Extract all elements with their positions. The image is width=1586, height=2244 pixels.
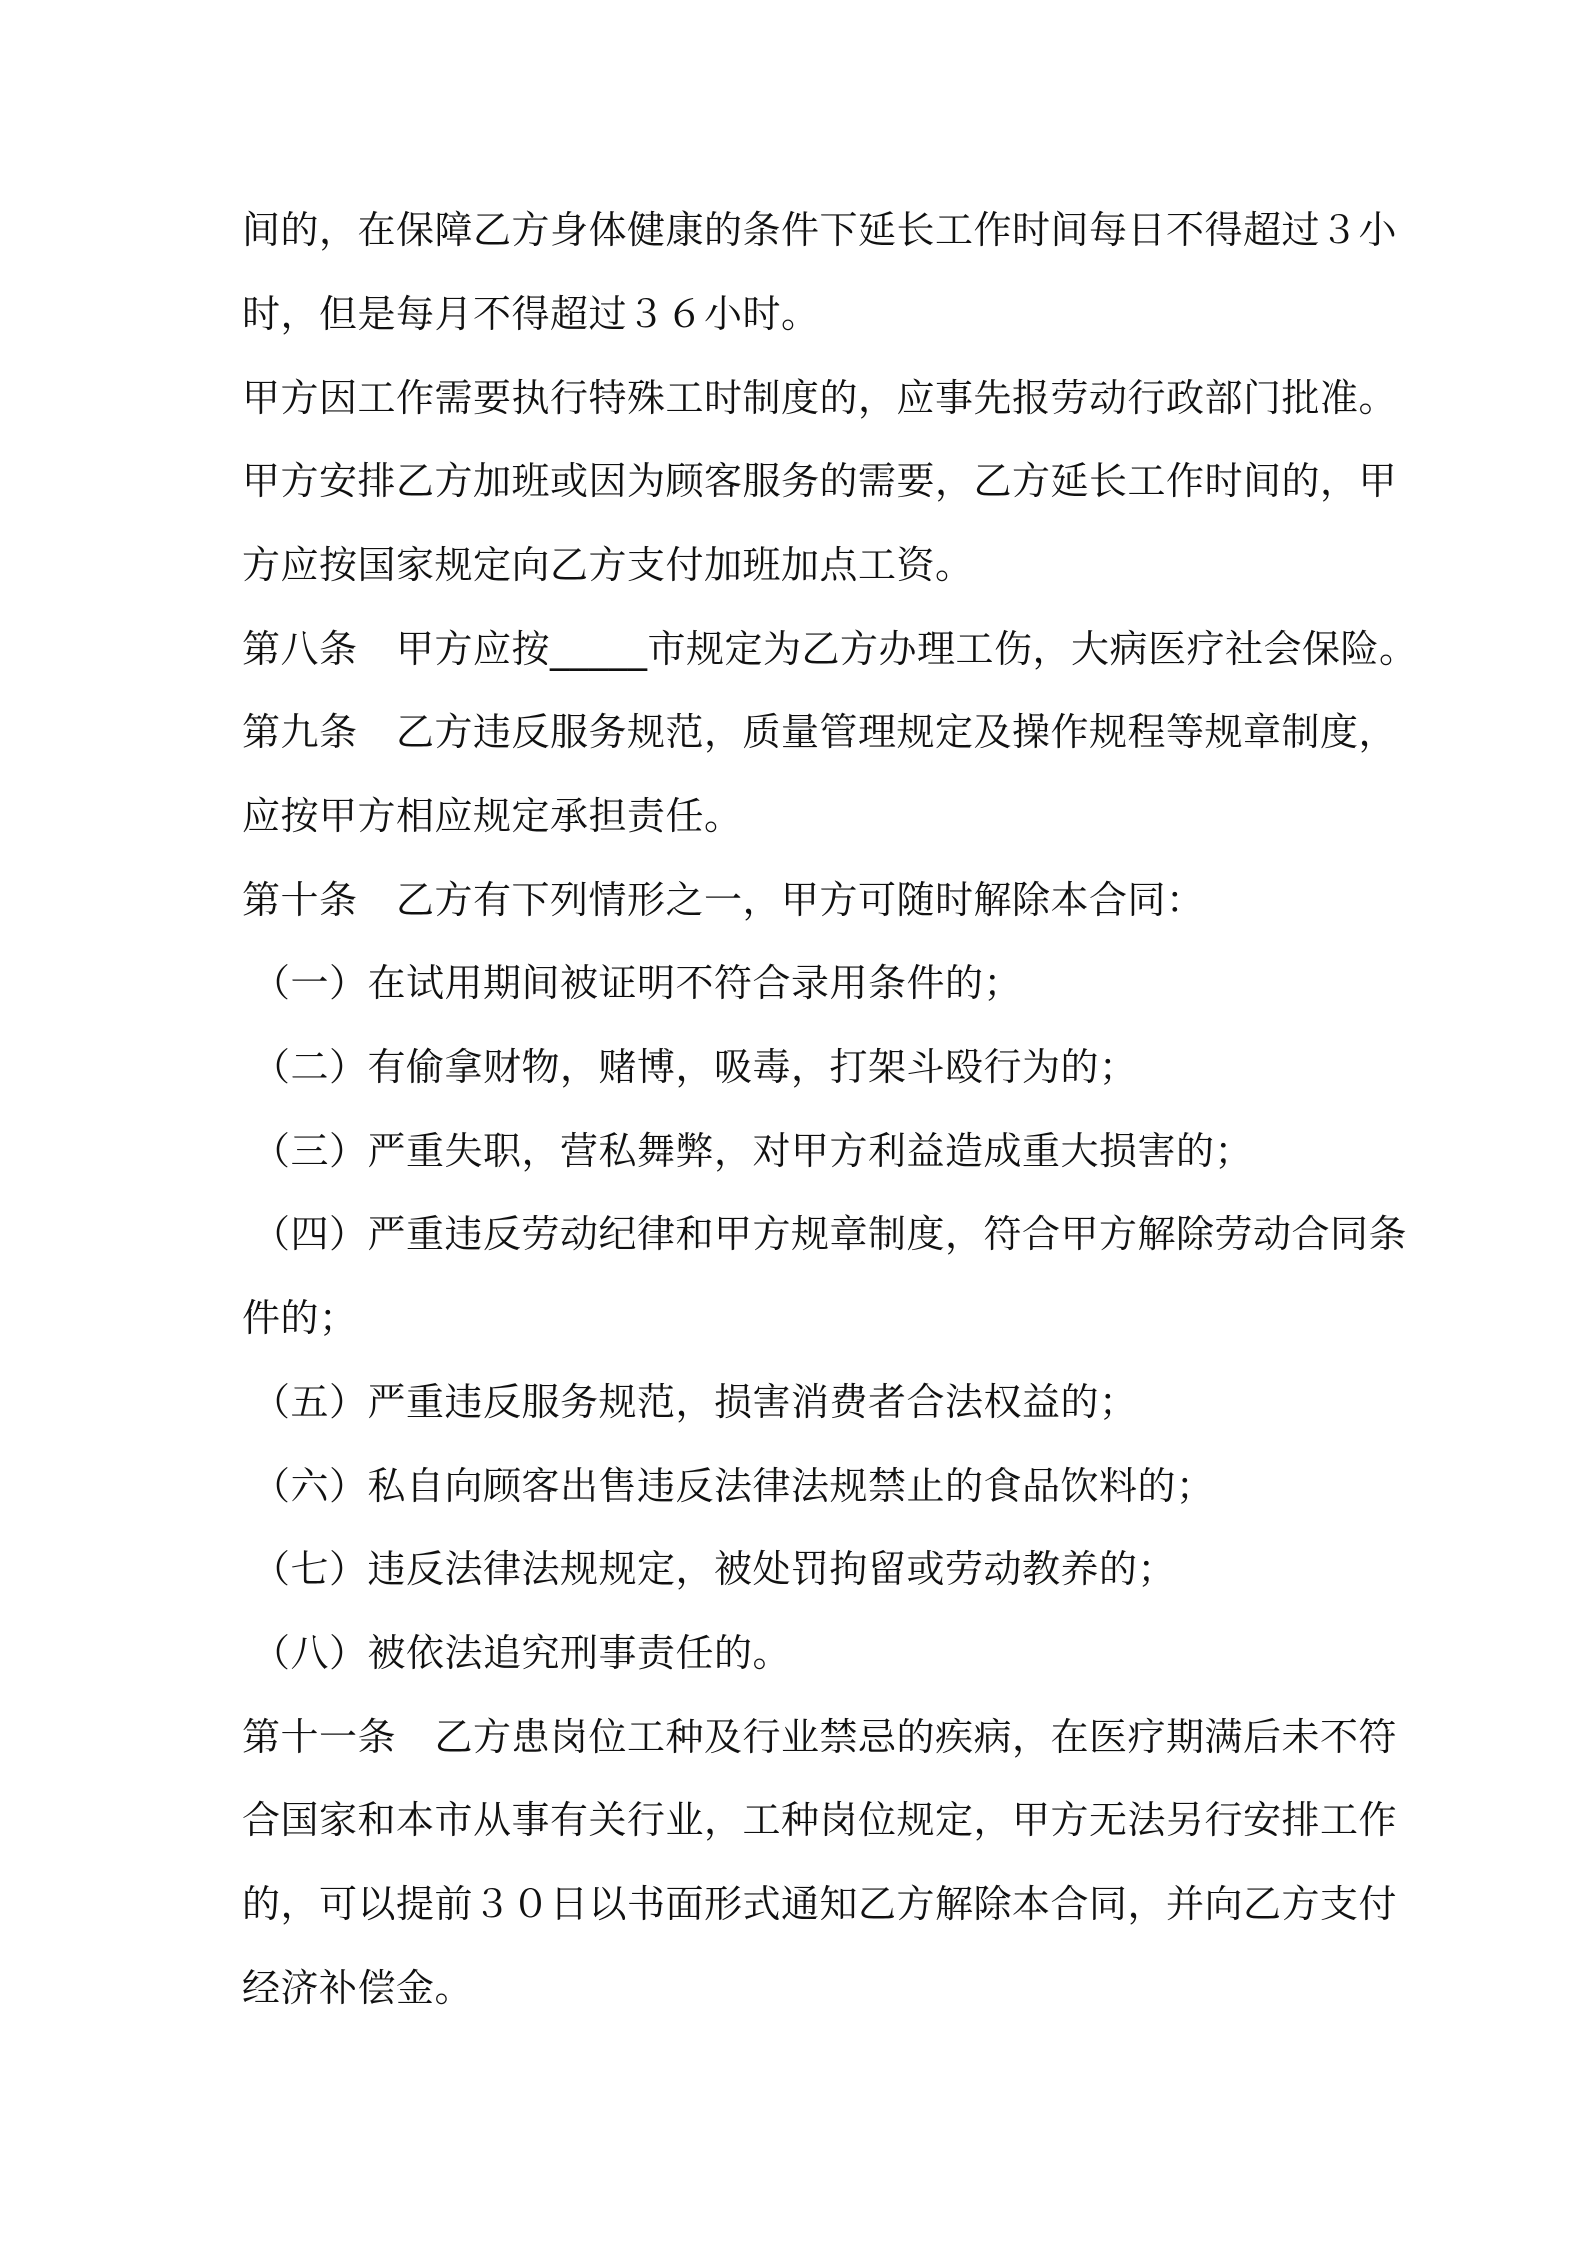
list-item: （七）违反法律法规规定，被处罚拘留或劳动教养的； bbox=[252, 1547, 1177, 1591]
text-line: 应按甲方相应规定承担责任。 bbox=[242, 794, 743, 838]
list-item: （一）在试用期间被证明不符合录用条件的； bbox=[252, 961, 1023, 1005]
article-9: 第九条 乙方违反服务规范，质量管理规定及操作规程等规章制度， bbox=[242, 710, 1398, 754]
list-item: （八）被依法追究刑事责任的。 bbox=[252, 1631, 792, 1675]
article-11: 第十一条 乙方患岗位工种及行业禁忌的疾病，在医疗期满后未不符 bbox=[242, 1715, 1398, 1759]
text-line: 经济补偿金。 bbox=[242, 1966, 474, 2010]
text-line: 间的，在保障乙方身体健康的条件下延长工作时间每日不得超过３小 bbox=[242, 208, 1398, 252]
text-line: 时，但是每月不得超过３６小时。 bbox=[242, 292, 820, 336]
text-line: 方应按国家规定向乙方支付加班加点工资。 bbox=[242, 543, 974, 587]
article-10: 第十条 乙方有下列情形之一，甲方可随时解除本合同： bbox=[242, 878, 1205, 922]
article-8: 第八条 甲方应按_____市规定为乙方办理工伤，大病医疗社会保险。 bbox=[242, 627, 1418, 671]
list-item: （四）严重违反劳动纪律和甲方规章制度，符合甲方解除劳动合同条 bbox=[252, 1212, 1408, 1256]
text-line: 甲方安排乙方加班或因为顾客服务的需要，乙方延长工作时间的，甲 bbox=[242, 459, 1398, 503]
text-line: 甲方因工作需要执行特殊工时制度的，应事先报劳动行政部门批准。 bbox=[242, 376, 1398, 420]
list-item: （三）严重失职，营私舞弊，对甲方利益造成重大损害的； bbox=[252, 1129, 1254, 1173]
text-line: 的，可以提前３０日以书面形式通知乙方解除本合同，并向乙方支付 bbox=[242, 1882, 1398, 1926]
text-line: 件的； bbox=[242, 1296, 358, 1340]
list-item: （五）严重违反服务规范，损害消费者合法权益的； bbox=[252, 1380, 1138, 1424]
list-item: （六）私自向顾客出售违反法律法规禁止的食品饮料的； bbox=[252, 1464, 1215, 1508]
list-item: （二）有偷拿财物，赌博，吸毒，打架斗殴行为的； bbox=[252, 1045, 1138, 1089]
text-line: 合国家和本市从事有关行业，工种岗位规定，甲方无法另行安排工作 bbox=[242, 1798, 1398, 1842]
